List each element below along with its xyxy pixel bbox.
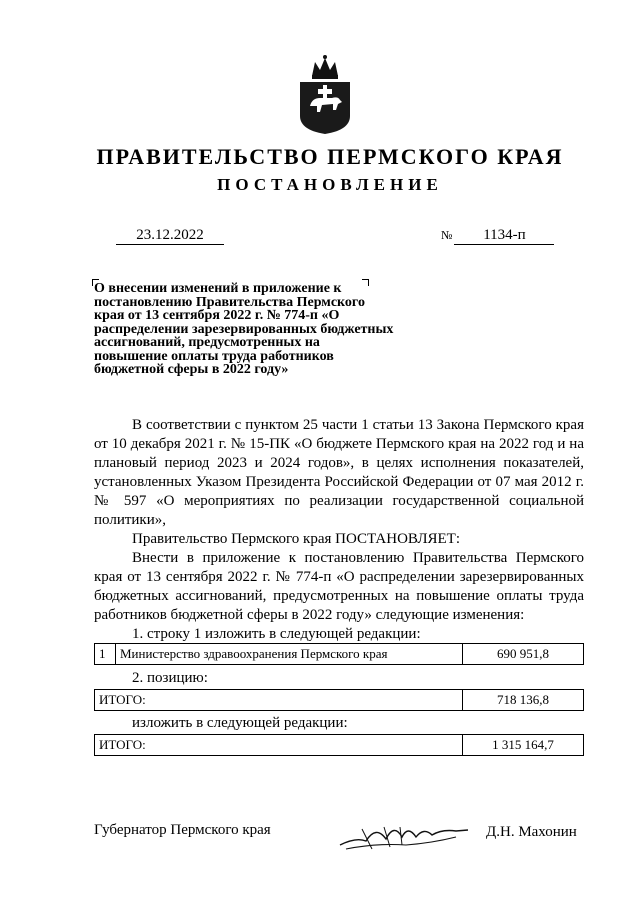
government-title: ПРАВИТЕЛЬСТВО ПЕРМСКОГО КРАЯ <box>96 144 564 169</box>
total-value: 1 315 164,7 <box>463 735 584 756</box>
paragraph-resolves: Правительство Пермского края ПОСТАНОВЛЯЕТ: <box>132 531 461 547</box>
handwritten-signature <box>336 815 470 857</box>
number-value: 1134-п <box>454 226 554 245</box>
row-number: 1 <box>95 644 116 665</box>
new-total-table <box>94 734 584 756</box>
document-type: ПОСТАНОВЛЕНИЕ <box>217 175 443 194</box>
document-date: 23.12.2022 <box>116 226 224 245</box>
item-3: изложить в следующей редакции: <box>132 715 348 731</box>
paragraph-preamble: В соответствии с пунктом 25 части 1 статьи 13 Закона Пермского края от 10 декабря 2021 г. № 15-ПК «О бюджете Пермского края на 2022 год и на плановый период 2023 и 2024 годов», в целях исполнения показателей, установленных Указом Президента Российской Федерации от 07 мая 2012 г. № 597 «О мероприятиях по реализации государственной социальной политики», <box>94 417 584 528</box>
table-row <box>95 644 584 665</box>
document-number <box>441 226 554 245</box>
signatory-position: Губернатор Пермского края <box>94 822 271 838</box>
document-subject: О внесении изменений в приложение к постановлению Правительства Пермского края от 13 сентября 2022 г. № 774-п «О распределении зарезервированных бюджетных ассигнований, предусмотренных на повышение оплаты труда работников бюджетной сферы в 2022 году» <box>94 281 394 377</box>
row-name: Министерство здравоохранения Пермского края <box>116 644 463 665</box>
total-label: ИТОГО: <box>95 690 463 711</box>
row-value: 690 951,8 <box>463 644 584 665</box>
coat-of-arms-icon <box>298 54 352 134</box>
total-value: 718 136,8 <box>463 690 584 711</box>
total-label: ИТОГО: <box>95 735 463 756</box>
old-total-table <box>94 689 584 711</box>
table-row <box>95 690 584 711</box>
paragraph-amend: Внести в приложение к постановлению Правительства Пермского края от 13 сентября 2022 г. № 774-п «О распределении зарезервированных бюджетных ассигнований, предусмотренных на повышение оплаты труда работников бюджетной сферы в 2022 году» следующие изменения: <box>94 550 584 623</box>
row1-table <box>94 643 584 665</box>
number-sign: № <box>441 228 453 242</box>
item-2: 2. позицию: <box>132 670 208 686</box>
signatory-name: Д.Н. Махонин <box>486 824 577 840</box>
item-1: 1. строку 1 изложить в следующей редакции: <box>132 626 421 642</box>
table-row <box>95 735 584 756</box>
